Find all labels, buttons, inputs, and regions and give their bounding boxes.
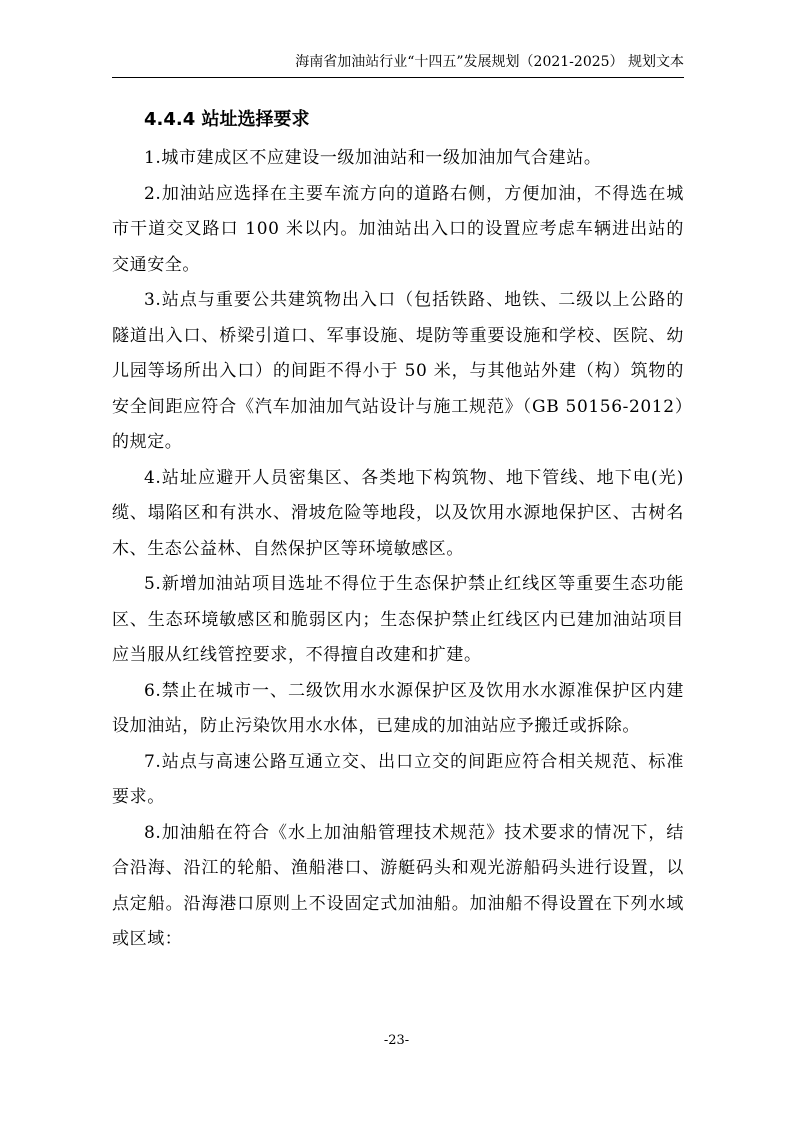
paragraph-8: 8.加油船在符合《水上加油船管理技术规范》技术要求的情况下，结合沿海、沿江的轮船、渔船港口、游艇码头和观光游船码头进行设置，以点定船。沿海港口原则上不设固定式加油船。加油船不得设置在下列水域或区域： (112, 822, 684, 949)
header-divider (112, 77, 684, 78)
paragraph-7: 7.站点与高速公路互通立交、出口立交的间距应符合相关规范、标准要求。 (112, 751, 684, 807)
paragraph-3: 3.站点与重要公共建筑物出入口（包括铁路、地铁、二级以上公路的隧道出入口、桥梁引道口、军事设施、堤防等重要设施和学校、医院、幼儿园等场所出入口）的间距不得小于 50 米，与其他站外建（构）筑物的安全间距应符合《汽车加油加气站设计与施工规范》（GB 50156-2012）的规定。 (112, 290, 684, 452)
page-number: -23- (383, 1033, 410, 1048)
paragraph-1: 1.城市建成区不应建设一级加油站和一级加油加气合建站。 (144, 148, 602, 168)
paragraph-5: 5.新增加油站项目选址不得位于生态保护禁止红线区等重要生态功能区、生态环境敏感区和脆弱区内；生态保护禁止红线区内已建加油站项目应当服从红线管控要求，不得擅自改建和扩建。 (112, 574, 684, 665)
body-text (112, 141, 684, 958)
section-heading: 4.4.4 站址选择要求 (144, 109, 310, 130)
paragraph-2: 2.加油站应选择在主要车流方向的道路右侧，方便加油，不得选在城市干道交叉路口 100 米以内。加油站出入口的设置应考虑车辆进出站的交通安全。 (112, 183, 684, 275)
running-header: 海南省加油站行业“十四五”发展规划（2021-2025） 规划文本 (295, 54, 684, 70)
paragraph-6: 6.禁止在城市一、二级饮用水水源保护区及饮用水水源准保护区内建设加油站，防止污染饮用水水体，已建成的加油站应予搬迁或拆除。 (112, 680, 684, 736)
paragraph-4: 4.站址应避开人员密集区、各类地下构筑物、地下管线、地下电(光)缆、塌陷区和有洪水、滑坡危险等地段，以及饮用水源地保护区、古树名木、生态公益林、自然保护区等环境敏感区。 (112, 467, 684, 559)
